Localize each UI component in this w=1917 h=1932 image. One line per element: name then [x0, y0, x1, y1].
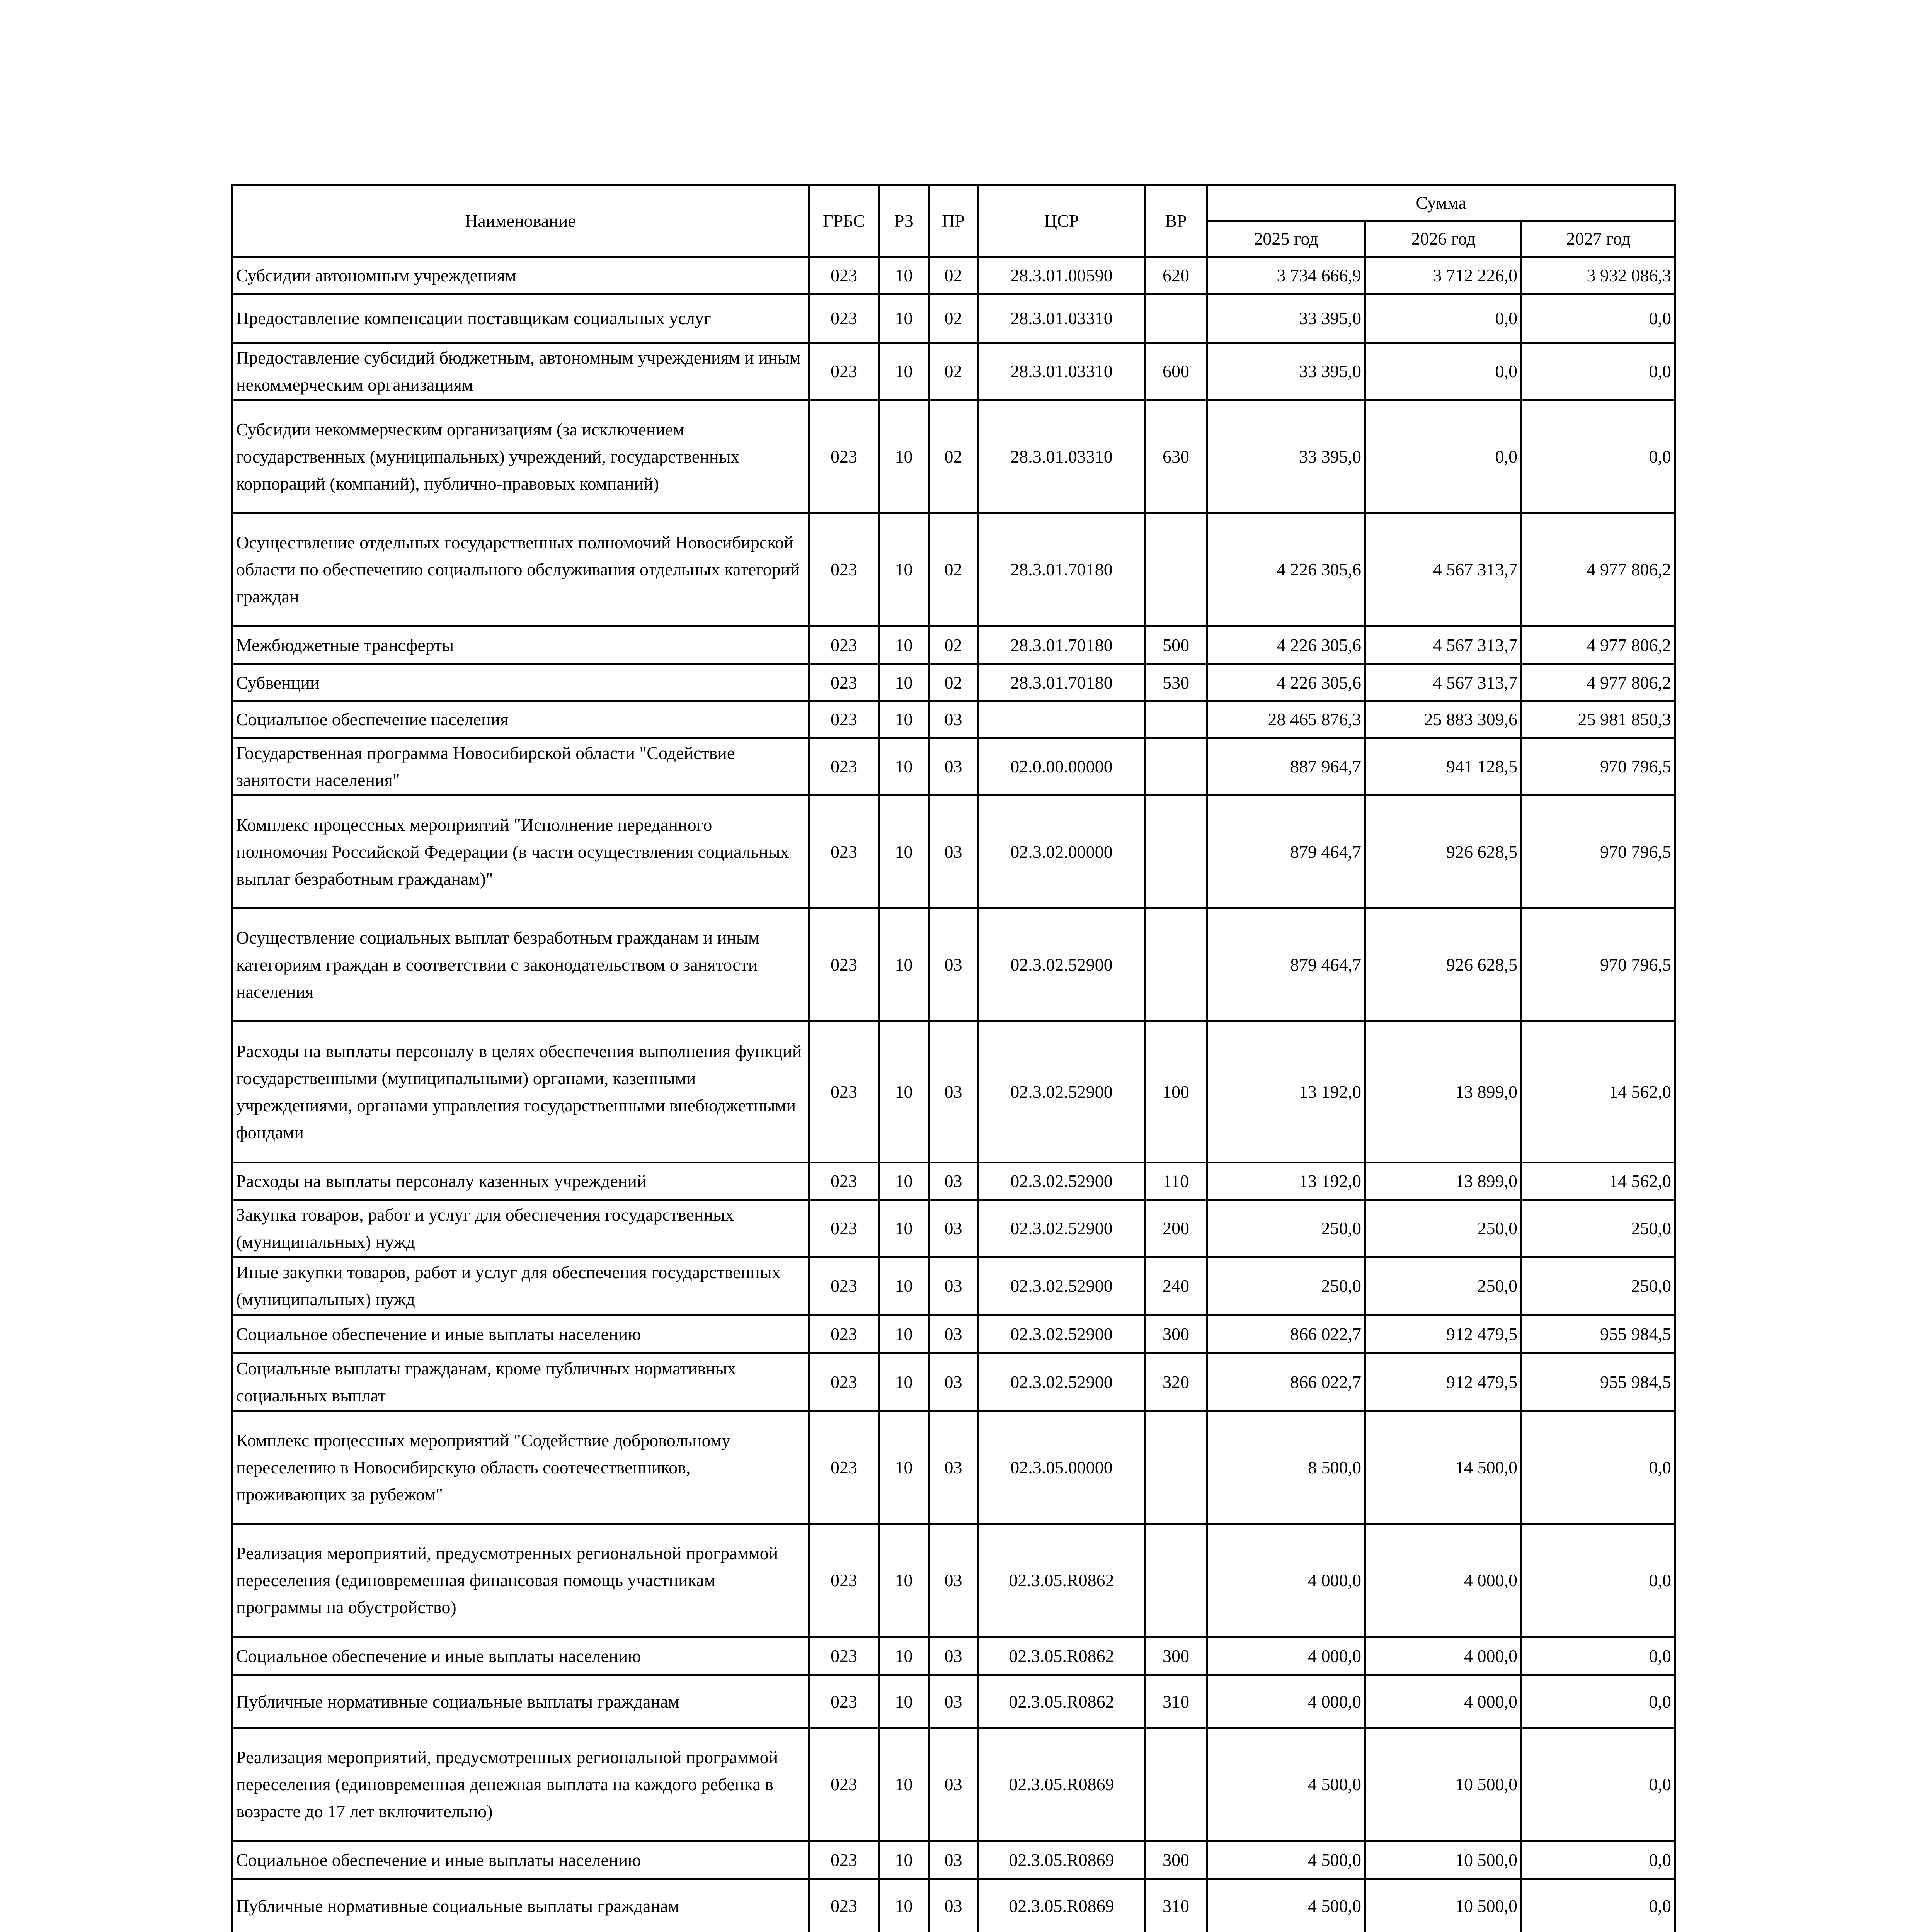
row-grbs-cell: 023: [809, 1879, 879, 1932]
table-row: [232, 1200, 1675, 1257]
row-pr-cell: 03: [929, 1411, 978, 1524]
row-amount-2025-cell: 8 500,0: [1207, 1411, 1365, 1524]
row-name-cell: Субвенции: [232, 665, 809, 701]
row-csr-cell: 02.3.05.R0869: [978, 1728, 1145, 1841]
row-pr-cell: 03: [929, 1021, 978, 1163]
row-amount-2026-cell: 10 500,0: [1365, 1841, 1522, 1879]
table-row: [232, 1315, 1675, 1354]
row-grbs-cell: 023: [809, 796, 879, 908]
row-amount-2026-cell: 4 000,0: [1365, 1637, 1522, 1675]
row-name-cell: Расходы на выплаты персоналу в целях обеспечения выполнения функций государственными (муниципальными) органами, казенными учреждениями, органами управления государственными внебюджетными фондами: [232, 1021, 809, 1163]
row-amount-2025-cell: 250,0: [1207, 1200, 1365, 1257]
row-csr-cell: 02.3.02.52900: [978, 1257, 1145, 1315]
row-vr-cell: 110: [1145, 1163, 1207, 1200]
row-vr-cell: 600: [1145, 343, 1207, 400]
row-name-cell: Осуществление отдельных государственных полномочий Новосибирской области по обеспечению социального обслуживания отдельных категорий граждан: [232, 513, 809, 626]
row-pr-cell: 03: [929, 1257, 978, 1315]
table-row: [232, 1879, 1675, 1932]
row-name-cell: Комплекс процессных мероприятий "Содействие добровольному переселению в Новосибирскую область соотечественников, проживающих за рубежом": [232, 1411, 809, 1524]
row-vr-cell: 300: [1145, 1841, 1207, 1879]
row-amount-2026-cell: 0,0: [1365, 294, 1522, 343]
row-amount-2027-cell: 0,0: [1522, 1637, 1675, 1675]
row-amount-2025-cell: 4 500,0: [1207, 1879, 1365, 1932]
table-row: [232, 1257, 1675, 1315]
row-name-cell: Публичные нормативные социальные выплаты гражданам: [232, 1675, 809, 1728]
row-grbs-cell: 023: [809, 1524, 879, 1637]
row-vr-cell: 240: [1145, 1257, 1207, 1315]
row-rz-cell: 10: [879, 343, 929, 400]
table-row: [232, 343, 1675, 400]
row-amount-2027-cell: 4 977 806,2: [1522, 513, 1675, 626]
header-year-2027: 2027 год: [1522, 221, 1675, 257]
row-vr-cell: [1145, 701, 1207, 738]
row-grbs-cell: 023: [809, 513, 879, 626]
header-year-2025: 2025 год: [1207, 221, 1365, 257]
table-row: [232, 1637, 1675, 1675]
row-csr-cell: 02.3.05.R0869: [978, 1879, 1145, 1932]
row-amount-2025-cell: 4 500,0: [1207, 1728, 1365, 1841]
row-pr-cell: 03: [929, 1200, 978, 1257]
row-pr-cell: 03: [929, 1675, 978, 1728]
row-amount-2025-cell: 879 464,7: [1207, 908, 1365, 1021]
row-amount-2026-cell: 4 000,0: [1365, 1524, 1522, 1637]
row-amount-2026-cell: 3 712 226,0: [1365, 257, 1522, 294]
row-pr-cell: 03: [929, 1354, 978, 1411]
row-amount-2025-cell: 4 000,0: [1207, 1637, 1365, 1675]
row-rz-cell: 10: [879, 400, 929, 513]
row-csr-cell: 28.3.01.70180: [978, 513, 1145, 626]
row-pr-cell: 02: [929, 400, 978, 513]
row-amount-2027-cell: 0,0: [1522, 1879, 1675, 1932]
row-amount-2026-cell: 941 128,5: [1365, 738, 1522, 796]
row-csr-cell: 02.3.02.52900: [978, 1021, 1145, 1163]
row-vr-cell: 310: [1145, 1675, 1207, 1728]
row-amount-2025-cell: 28 465 876,3: [1207, 701, 1365, 738]
row-rz-cell: 10: [879, 1257, 929, 1315]
row-amount-2027-cell: 0,0: [1522, 400, 1675, 513]
row-amount-2027-cell: 970 796,5: [1522, 908, 1675, 1021]
table-row: [232, 1411, 1675, 1524]
row-amount-2026-cell: 250,0: [1365, 1200, 1522, 1257]
row-amount-2026-cell: 13 899,0: [1365, 1021, 1522, 1163]
row-amount-2027-cell: 4 977 806,2: [1522, 665, 1675, 701]
row-grbs-cell: 023: [809, 1411, 879, 1524]
row-name-cell: Публичные нормативные социальные выплаты гражданам: [232, 1879, 809, 1932]
row-name-cell: Закупка товаров, работ и услуг для обеспечения государственных (муниципальных) нужд: [232, 1200, 809, 1257]
row-vr-cell: [1145, 513, 1207, 626]
row-name-cell: Социальные выплаты гражданам, кроме публичных нормативных социальных выплат: [232, 1354, 809, 1411]
header-name: Наименование: [232, 185, 809, 257]
row-amount-2027-cell: 14 562,0: [1522, 1021, 1675, 1163]
row-grbs-cell: 023: [809, 1841, 879, 1879]
table-body: [232, 257, 1675, 1932]
row-rz-cell: 10: [879, 738, 929, 796]
row-pr-cell: 02: [929, 665, 978, 701]
row-rz-cell: 10: [879, 513, 929, 626]
table-row: [232, 701, 1675, 738]
row-vr-cell: 300: [1145, 1637, 1207, 1675]
row-rz-cell: 10: [879, 796, 929, 908]
table-row: [232, 665, 1675, 701]
header-pr: ПР: [929, 185, 978, 257]
table-row: [232, 1728, 1675, 1841]
row-grbs-cell: 023: [809, 400, 879, 513]
row-vr-cell: 100: [1145, 1021, 1207, 1163]
row-amount-2027-cell: 0,0: [1522, 1841, 1675, 1879]
header-year-2026: 2026 год: [1365, 221, 1522, 257]
row-vr-cell: 500: [1145, 626, 1207, 665]
table-row: [232, 1354, 1675, 1411]
row-amount-2026-cell: 912 479,5: [1365, 1354, 1522, 1411]
row-grbs-cell: 023: [809, 1637, 879, 1675]
row-grbs-cell: 023: [809, 294, 879, 343]
header-csr: ЦСР: [978, 185, 1145, 257]
row-amount-2027-cell: 970 796,5: [1522, 738, 1675, 796]
row-amount-2026-cell: 14 500,0: [1365, 1411, 1522, 1524]
row-amount-2026-cell: 0,0: [1365, 400, 1522, 513]
row-grbs-cell: 023: [809, 1163, 879, 1200]
row-vr-cell: 530: [1145, 665, 1207, 701]
row-name-cell: Иные закупки товаров, работ и услуг для обеспечения государственных (муниципальных) нужд: [232, 1257, 809, 1315]
row-rz-cell: 10: [879, 1675, 929, 1728]
row-amount-2025-cell: 866 022,7: [1207, 1315, 1365, 1354]
row-amount-2027-cell: 0,0: [1522, 1728, 1675, 1841]
row-amount-2027-cell: 250,0: [1522, 1257, 1675, 1315]
table-row: [232, 1021, 1675, 1163]
row-pr-cell: 03: [929, 701, 978, 738]
row-name-cell: Комплекс процессных мероприятий "Исполнение переданного полномочия Российской Федерации (в части осуществления социальных выплат безработным гражданам)": [232, 796, 809, 908]
row-rz-cell: 10: [879, 294, 929, 343]
row-amount-2026-cell: 10 500,0: [1365, 1728, 1522, 1841]
row-csr-cell: 02.3.02.52900: [978, 1163, 1145, 1200]
row-vr-cell: 620: [1145, 257, 1207, 294]
row-amount-2027-cell: 955 984,5: [1522, 1315, 1675, 1354]
row-grbs-cell: 023: [809, 1354, 879, 1411]
row-vr-cell: [1145, 738, 1207, 796]
row-rz-cell: 10: [879, 1841, 929, 1879]
table-header: [232, 185, 1675, 257]
row-pr-cell: 03: [929, 1728, 978, 1841]
row-amount-2025-cell: 4 226 305,6: [1207, 513, 1365, 626]
row-amount-2026-cell: 13 899,0: [1365, 1163, 1522, 1200]
row-grbs-cell: 023: [809, 1728, 879, 1841]
table-row: [232, 626, 1675, 665]
row-csr-cell: 28.3.01.70180: [978, 665, 1145, 701]
row-vr-cell: 300: [1145, 1315, 1207, 1354]
header-rz: РЗ: [879, 185, 929, 257]
row-amount-2026-cell: 0,0: [1365, 343, 1522, 400]
row-amount-2026-cell: 926 628,5: [1365, 796, 1522, 908]
row-amount-2025-cell: 33 395,0: [1207, 400, 1365, 513]
row-name-cell: Государственная программа Новосибирской области "Содействие занятости населения": [232, 738, 809, 796]
row-rz-cell: 10: [879, 1354, 929, 1411]
budget-table: [231, 184, 1676, 1932]
row-amount-2026-cell: 4 567 313,7: [1365, 513, 1522, 626]
row-name-cell: Социальное обеспечение и иные выплаты населению: [232, 1637, 809, 1675]
row-grbs-cell: 023: [809, 626, 879, 665]
row-rz-cell: 10: [879, 1315, 929, 1354]
row-rz-cell: 10: [879, 701, 929, 738]
row-amount-2025-cell: 4 226 305,6: [1207, 665, 1365, 701]
row-amount-2027-cell: 955 984,5: [1522, 1354, 1675, 1411]
row-rz-cell: 10: [879, 257, 929, 294]
row-rz-cell: 10: [879, 665, 929, 701]
row-grbs-cell: 023: [809, 1021, 879, 1163]
table-row: [232, 738, 1675, 796]
header-sum: Сумма: [1207, 185, 1675, 221]
row-csr-cell: 02.3.02.52900: [978, 1315, 1145, 1354]
row-name-cell: Расходы на выплаты персоналу казенных учреждений: [232, 1163, 809, 1200]
row-pr-cell: 03: [929, 1841, 978, 1879]
row-csr-cell: 02.3.02.52900: [978, 1200, 1145, 1257]
row-csr-cell: 02.3.02.52900: [978, 1354, 1145, 1411]
row-amount-2025-cell: 4 500,0: [1207, 1841, 1365, 1879]
row-csr-cell: 02.3.02.00000: [978, 796, 1145, 908]
row-csr-cell: [978, 701, 1145, 738]
row-rz-cell: 10: [879, 1021, 929, 1163]
row-amount-2027-cell: 25 981 850,3: [1522, 701, 1675, 738]
row-amount-2027-cell: 14 562,0: [1522, 1163, 1675, 1200]
row-amount-2027-cell: 0,0: [1522, 1411, 1675, 1524]
row-grbs-cell: 023: [809, 1675, 879, 1728]
row-csr-cell: 28.3.01.03310: [978, 400, 1145, 513]
row-grbs-cell: 023: [809, 1257, 879, 1315]
row-name-cell: Социальное обеспечение населения: [232, 701, 809, 738]
row-grbs-cell: 023: [809, 701, 879, 738]
row-vr-cell: [1145, 908, 1207, 1021]
row-amount-2025-cell: 33 395,0: [1207, 294, 1365, 343]
row-vr-cell: 310: [1145, 1879, 1207, 1932]
row-amount-2027-cell: 4 977 806,2: [1522, 626, 1675, 665]
row-amount-2027-cell: 0,0: [1522, 1675, 1675, 1728]
row-amount-2027-cell: 3 932 086,3: [1522, 257, 1675, 294]
row-amount-2026-cell: 4 000,0: [1365, 1675, 1522, 1728]
row-rz-cell: 10: [879, 626, 929, 665]
row-pr-cell: 02: [929, 294, 978, 343]
table-row: [232, 1524, 1675, 1637]
row-amount-2025-cell: 13 192,0: [1207, 1163, 1365, 1200]
row-amount-2026-cell: 4 567 313,7: [1365, 665, 1522, 701]
row-grbs-cell: 023: [809, 738, 879, 796]
row-csr-cell: 02.3.05.00000: [978, 1411, 1145, 1524]
row-rz-cell: 10: [879, 1524, 929, 1637]
row-amount-2025-cell: 250,0: [1207, 1257, 1365, 1315]
row-csr-cell: 02.0.00.00000: [978, 738, 1145, 796]
row-name-cell: Реализация мероприятий, предусмотренных региональной программой переселения (единовременная денежная выплата на каждого ребенка в возрасте до 17 лет включительно): [232, 1728, 809, 1841]
row-amount-2027-cell: 250,0: [1522, 1200, 1675, 1257]
row-vr-cell: [1145, 1411, 1207, 1524]
table-row: [232, 513, 1675, 626]
row-rz-cell: 10: [879, 1163, 929, 1200]
row-name-cell: Субсидии некоммерческим организациям (за исключением государственных (муниципальных) учреждений, государственных корпораций (компаний), публично-правовых компаний): [232, 400, 809, 513]
row-amount-2027-cell: 0,0: [1522, 1524, 1675, 1637]
row-vr-cell: [1145, 1728, 1207, 1841]
row-pr-cell: 03: [929, 1637, 978, 1675]
row-amount-2025-cell: 4 226 305,6: [1207, 626, 1365, 665]
row-grbs-cell: 023: [809, 665, 879, 701]
row-amount-2026-cell: 25 883 309,6: [1365, 701, 1522, 738]
row-amount-2027-cell: 0,0: [1522, 294, 1675, 343]
row-rz-cell: 10: [879, 1200, 929, 1257]
row-pr-cell: 03: [929, 1524, 978, 1637]
row-name-cell: Осуществление социальных выплат безработным гражданам и иным категориям граждан в соответствии с законодательством о занятости населения: [232, 908, 809, 1021]
table-row: [232, 1841, 1675, 1879]
row-csr-cell: 28.3.01.00590: [978, 257, 1145, 294]
row-amount-2025-cell: 866 022,7: [1207, 1354, 1365, 1411]
row-pr-cell: 03: [929, 796, 978, 908]
row-pr-cell: 03: [929, 1879, 978, 1932]
table-row: [232, 1163, 1675, 1200]
row-amount-2026-cell: 912 479,5: [1365, 1315, 1522, 1354]
row-grbs-cell: 023: [809, 1315, 879, 1354]
row-csr-cell: 28.3.01.03310: [978, 343, 1145, 400]
row-pr-cell: 02: [929, 257, 978, 294]
row-grbs-cell: 023: [809, 343, 879, 400]
row-amount-2027-cell: 970 796,5: [1522, 796, 1675, 908]
row-grbs-cell: 023: [809, 908, 879, 1021]
row-grbs-cell: 023: [809, 257, 879, 294]
row-rz-cell: 10: [879, 1879, 929, 1932]
row-amount-2025-cell: 33 395,0: [1207, 343, 1365, 400]
row-csr-cell: 02.3.02.52900: [978, 908, 1145, 1021]
row-amount-2025-cell: 887 964,7: [1207, 738, 1365, 796]
row-pr-cell: 03: [929, 908, 978, 1021]
row-name-cell: Социальное обеспечение и иные выплаты населению: [232, 1315, 809, 1354]
row-csr-cell: 28.3.01.03310: [978, 294, 1145, 343]
row-name-cell: Межбюджетные трансферты: [232, 626, 809, 665]
row-name-cell: Социальное обеспечение и иные выплаты населению: [232, 1841, 809, 1879]
row-amount-2026-cell: 4 567 313,7: [1365, 626, 1522, 665]
row-amount-2027-cell: 0,0: [1522, 343, 1675, 400]
row-vr-cell: [1145, 1524, 1207, 1637]
table-row: [232, 257, 1675, 294]
row-amount-2026-cell: 926 628,5: [1365, 908, 1522, 1021]
row-name-cell: Реализация мероприятий, предусмотренных региональной программой переселения (единовременная финансовая помощь участникам программы на обустройство): [232, 1524, 809, 1637]
row-csr-cell: 02.3.05.R0869: [978, 1841, 1145, 1879]
table-row: [232, 796, 1675, 908]
row-csr-cell: 28.3.01.70180: [978, 626, 1145, 665]
row-vr-cell: 320: [1145, 1354, 1207, 1411]
row-csr-cell: 02.3.05.R0862: [978, 1524, 1145, 1637]
row-rz-cell: 10: [879, 1637, 929, 1675]
row-pr-cell: 02: [929, 626, 978, 665]
row-amount-2025-cell: 879 464,7: [1207, 796, 1365, 908]
row-amount-2025-cell: 3 734 666,9: [1207, 257, 1365, 294]
row-name-cell: Предоставление субсидий бюджетным, автономным учреждениям и иным некоммерческим организациям: [232, 343, 809, 400]
row-amount-2025-cell: 4 000,0: [1207, 1524, 1365, 1637]
row-csr-cell: 02.3.05.R0862: [978, 1637, 1145, 1675]
header-grbs: ГРБС: [809, 185, 879, 257]
row-vr-cell: 630: [1145, 400, 1207, 513]
row-name-cell: Субсидии автономным учреждениям: [232, 257, 809, 294]
row-vr-cell: [1145, 796, 1207, 908]
row-pr-cell: 03: [929, 1315, 978, 1354]
table-row: [232, 400, 1675, 513]
row-rz-cell: 10: [879, 1728, 929, 1841]
row-amount-2025-cell: 4 000,0: [1207, 1675, 1365, 1728]
row-pr-cell: 02: [929, 513, 978, 626]
row-pr-cell: 02: [929, 343, 978, 400]
header-vr: ВР: [1145, 185, 1207, 257]
table-row: [232, 1675, 1675, 1728]
row-csr-cell: 02.3.05.R0862: [978, 1675, 1145, 1728]
table-row: [232, 294, 1675, 343]
row-name-cell: Предоставление компенсации поставщикам социальных услуг: [232, 294, 809, 343]
row-rz-cell: 10: [879, 1411, 929, 1524]
row-amount-2026-cell: 10 500,0: [1365, 1879, 1522, 1932]
row-rz-cell: 10: [879, 908, 929, 1021]
row-amount-2025-cell: 13 192,0: [1207, 1021, 1365, 1163]
row-pr-cell: 03: [929, 1163, 978, 1200]
row-grbs-cell: 023: [809, 1200, 879, 1257]
row-pr-cell: 03: [929, 738, 978, 796]
row-vr-cell: [1145, 294, 1207, 343]
table-row: [232, 908, 1675, 1021]
row-vr-cell: 200: [1145, 1200, 1207, 1257]
row-amount-2026-cell: 250,0: [1365, 1257, 1522, 1315]
